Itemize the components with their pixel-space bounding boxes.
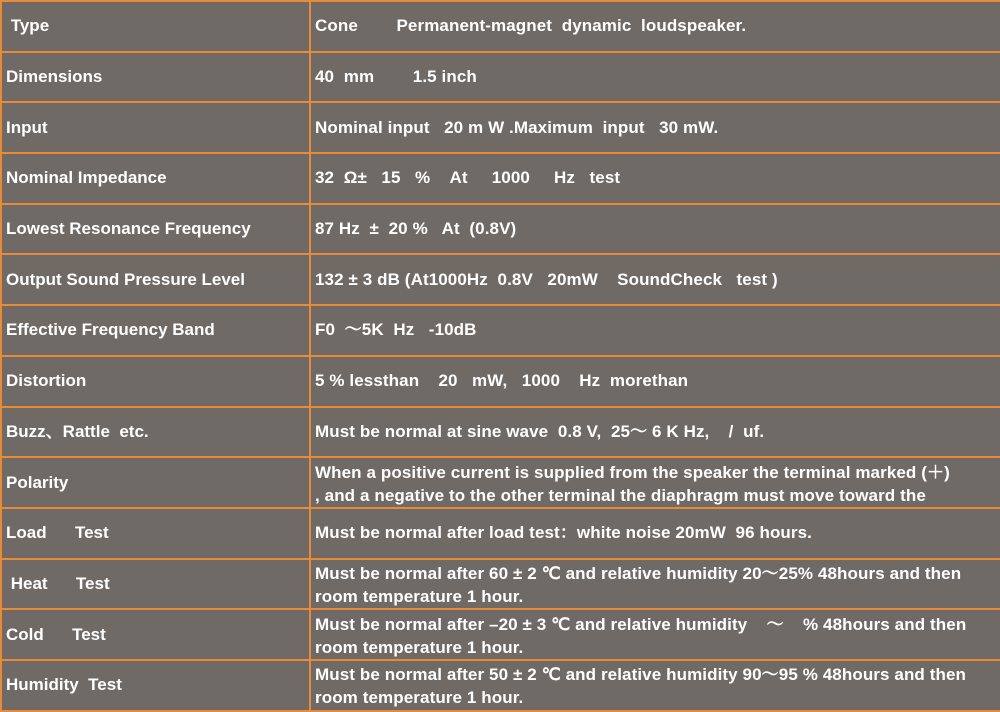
row-label-buzz-rattle: Buzz、Rattle etc. (1, 407, 310, 458)
row-label-heat-test: Heat Test (1, 559, 310, 610)
table-row (1, 102, 1000, 153)
table-row (1, 1, 1000, 52)
table-row (1, 407, 1000, 458)
table-row (1, 508, 1000, 559)
row-value-frequency-band: F0 ～5K Hz -10dB (310, 305, 1000, 356)
table-row (1, 660, 1000, 711)
row-label-load-test: Load Test (1, 508, 310, 559)
row-value-humidity-test: Must be normal after 50 ± 2 ℃ and relative humidity 90～95 % 48hours and then room temperature 1 hour. (310, 660, 1000, 711)
row-value-type: Cone Permanent-magnet dynamic loudspeaker. (310, 1, 1000, 52)
row-label-cold-test: Cold Test (1, 609, 310, 660)
row-label-nominal-impedance: Nominal Impedance (1, 153, 310, 204)
table-row (1, 254, 1000, 305)
row-value-polarity: When a positive current is supplied from the speaker the terminal marked (＋) , and a negative to the other terminal the diaphragm must move toward the (310, 457, 1000, 508)
row-label-polarity: Polarity (1, 457, 310, 508)
row-label-resonance-frequency: Lowest Resonance Frequency (1, 204, 310, 255)
row-value-nominal-impedance: 32 Ω± 15 % At 1000 Hz test (310, 153, 1000, 204)
row-value-resonance-frequency: 87 Hz ± 20 % At (0.8V) (310, 204, 1000, 255)
table-row (1, 204, 1000, 255)
table-row (1, 305, 1000, 356)
row-label-type: Type (1, 1, 310, 52)
row-value-dimensions: 40 mm 1.5 inch (310, 52, 1000, 103)
table-row (1, 609, 1000, 660)
table-row (1, 52, 1000, 103)
row-value-buzz-rattle: Must be normal at sine wave 0.8 V, 25～ 6 K Hz, / uf. (310, 407, 1000, 458)
row-label-humidity-test: Humidity Test (1, 660, 310, 711)
row-value-load-test: Must be normal after load test：white noise 20mW 96 hours. (310, 508, 1000, 559)
row-value-distortion: 5 % lessthan 20 mW, 1000 Hz morethan (310, 356, 1000, 407)
row-value-heat-test: Must be normal after 60 ± 2 ℃ and relative humidity 20～25% 48hours and then room temperature 1 hour. (310, 559, 1000, 610)
row-value-cold-test: Must be normal after –20 ± 3 ℃ and relative humidity ～ % 48hours and then room temperature 1 hour. (310, 609, 1000, 660)
row-label-input: Input (1, 102, 310, 153)
row-value-sound-pressure: 132 ± 3 dB (At1000Hz 0.8V 20mW SoundCheck test ) (310, 254, 1000, 305)
row-label-sound-pressure: Output Sound Pressure Level (1, 254, 310, 305)
table-row (1, 559, 1000, 610)
table-row (1, 457, 1000, 508)
row-value-input: Nominal input 20 m W .Maximum input 30 mW. (310, 102, 1000, 153)
row-label-dimensions: Dimensions (1, 52, 310, 103)
table-row (1, 356, 1000, 407)
table-row (1, 153, 1000, 204)
row-label-distortion: Distortion (1, 356, 310, 407)
row-label-frequency-band: Effective Frequency Band (1, 305, 310, 356)
